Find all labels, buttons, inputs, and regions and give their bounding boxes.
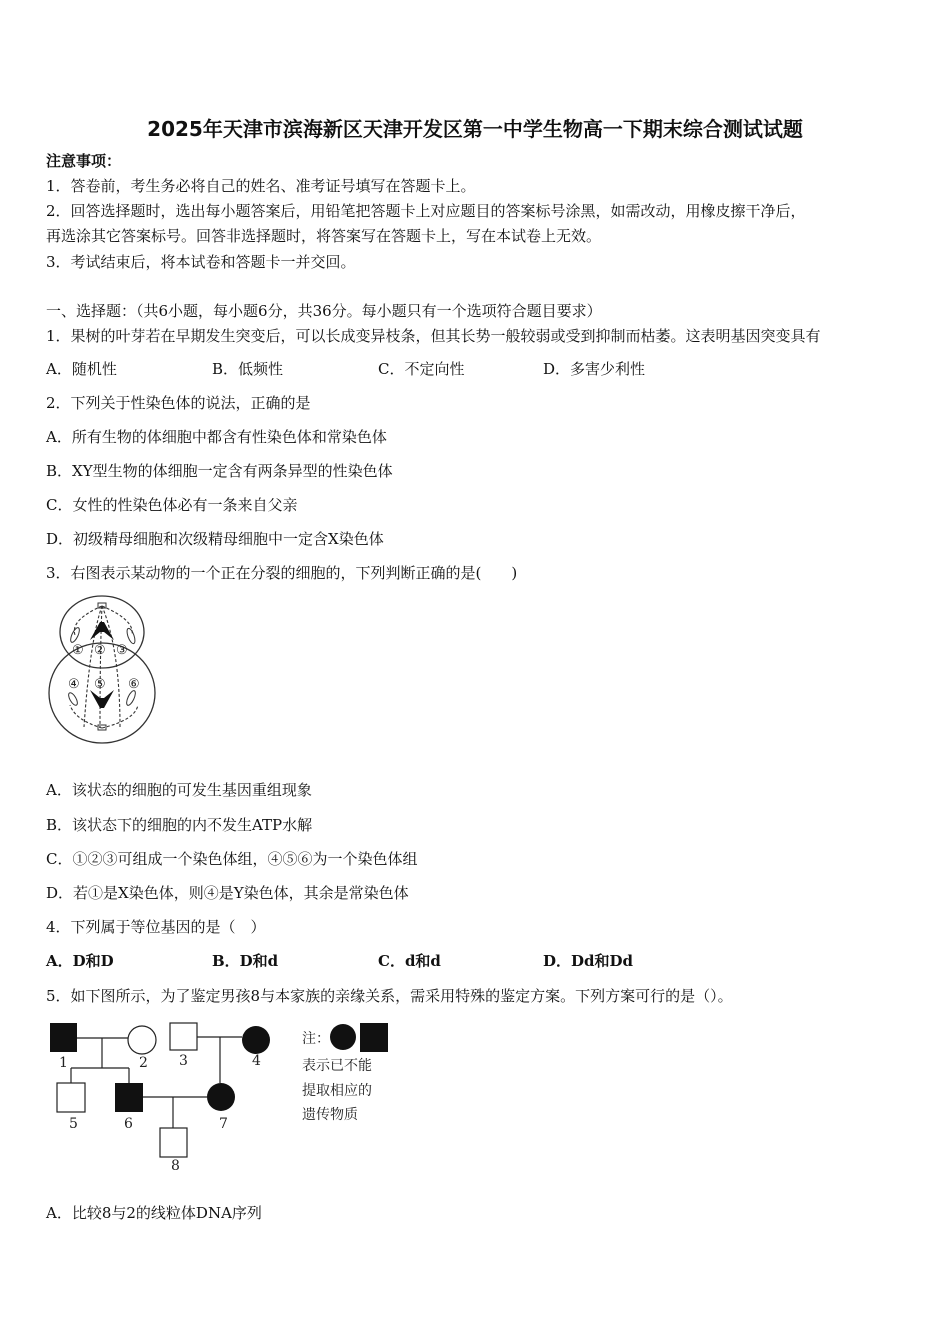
individual-7: [207, 1083, 235, 1111]
section-heading: 一、选择题：（共6小题，每小题6分，共36分。每小题只有一个选项符合题目要求）: [46, 302, 602, 320]
notice-item: 1．答卷前，考生务必将自己的姓名、准考证号填写在答题卡上。: [46, 177, 476, 195]
pedigree-label: 6: [124, 1116, 133, 1132]
legend-prefix: 注：: [302, 1031, 330, 1047]
pedigree-label: 8: [171, 1158, 180, 1174]
pedigree-label: 5: [69, 1116, 78, 1132]
q4-option-a: A．D和D: [46, 952, 114, 970]
legend-text: 遗传物质: [302, 1107, 358, 1123]
q4-option-d: D．Dd和Dd: [543, 952, 634, 970]
notice-item: 2．回答选择题时，选出每小题答案后，用铅笔把答题卡上对应题目的答案标号涂黑，如需改动，用橡皮擦干净后，: [46, 202, 806, 220]
q2-option-b: B．XY型生物的体细胞一定含有两条异型的性染色体: [46, 462, 393, 480]
q3-option-b: B．该状态下的细胞的内不发生ATP水解: [46, 816, 313, 834]
q1-option-a: A．随机性: [46, 360, 117, 378]
legend-square-icon: [360, 1023, 388, 1052]
q4-option-c: C．d和d: [378, 952, 441, 970]
individual-2: [128, 1026, 156, 1054]
pedigree-label: 4: [252, 1053, 261, 1069]
individual-3: [170, 1023, 197, 1050]
individual-8: [160, 1128, 187, 1157]
q2-option-a: A．所有生物的体细胞中都含有性染色体和常染色体: [46, 428, 387, 446]
q2-option-d: D．初级精母细胞和次级精母细胞中一定含X染色体: [46, 530, 384, 548]
q1-option-c: C．不定向性: [378, 360, 465, 378]
individual-5: [57, 1083, 85, 1112]
individual-4: [242, 1026, 270, 1054]
legend-text: 表示已不能: [302, 1058, 372, 1074]
notice-item: 再选涂其它答案标号。回答非选择题时，将答案写在答题卡上，写在本试卷上无效。: [46, 227, 602, 245]
question-4-stem: 4．下列属于等位基因的是（ ）: [46, 918, 266, 936]
q1-option-b: B．低频性: [212, 360, 284, 378]
chromosome-label: ③: [116, 643, 128, 658]
individual-6: [115, 1083, 143, 1112]
question-3-stem: 3．右图表示某动物的一个正在分裂的细胞的，下列判断正确的是( ): [46, 564, 518, 582]
q4-option-b: B．D和d: [212, 952, 279, 970]
pedigree-label: 7: [219, 1116, 228, 1132]
q5-option-a: A．比较8与2的线粒体DNA序列: [46, 1204, 262, 1222]
q3-option-d: D．若①是X染色体，则④是Y染色体，其余是常染色体: [46, 884, 409, 902]
pedigree-label: 2: [139, 1055, 148, 1071]
pedigree-label: 1: [59, 1055, 68, 1071]
q3-option-c: C．①②③可组成一个染色体组，④⑤⑥为一个染色体组: [46, 850, 418, 868]
individual-1: [50, 1023, 77, 1052]
chromosome-label: ①: [72, 643, 84, 658]
pedigree-label: 3: [179, 1053, 188, 1069]
q3-option-a: A．该状态的细胞的可发生基因重组现象: [46, 781, 312, 799]
chromosome-label: ④: [68, 677, 80, 692]
chromosome-label: ⑤: [94, 677, 106, 692]
pedigree-chart: [40, 1015, 400, 1175]
q1-option-d: D．多害少利性: [543, 360, 646, 378]
legend-circle-icon: [330, 1024, 356, 1050]
chromosome-label: ②: [94, 643, 106, 658]
page-title: 2025年天津市滨海新区天津开发区第一中学生物高一下期末综合测试试题: [147, 117, 803, 141]
chromosome-label: ⑥: [128, 677, 140, 692]
notice-item: 3．考试结束后，将本试卷和答题卡一并交回。: [46, 253, 356, 271]
q2-option-c: C．女性的性染色体必有一条来自父亲: [46, 496, 298, 514]
question-1-stem: 1．果树的叶芽若在早期发生突变后，可以长成变异枝条，但其长势一般较弱或受到抑制而枯萎。这表明基因突变具有: [46, 327, 821, 345]
legend-text: 提取相应的: [302, 1083, 372, 1099]
notice-heading: 注意事项：: [46, 152, 122, 170]
question-2-stem: 2．下列关于性染色体的说法，正确的是: [46, 394, 311, 412]
question-5-stem: 5．如下图所示，为了鉴定男孩8与本家族的亲缘关系，需采用特殊的鉴定方案。下列方案可行的是（）。: [46, 987, 733, 1005]
dividing-cell-figure: [40, 590, 170, 750]
